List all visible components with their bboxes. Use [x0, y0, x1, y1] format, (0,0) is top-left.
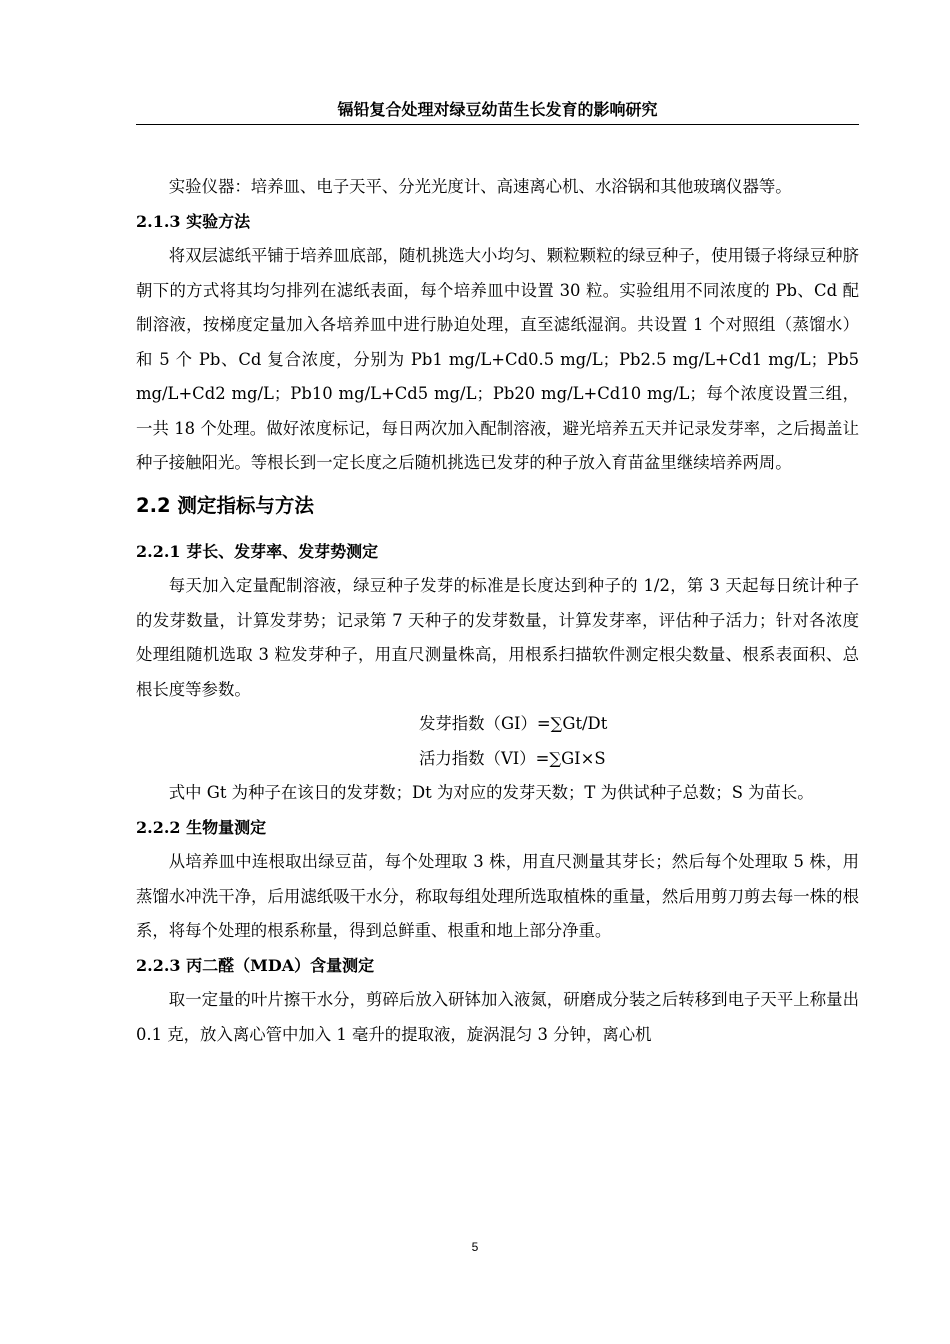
paragraph-biomass: 从培养皿中连根取出绿豆苗，每个处理取 3 株，用直尺测量其芽长；然后每个处理取 5 株，用蒸馏水冲洗干净，后用滤纸吸干水分，称取每组处理所选取植株的重量，然后用剪刀剪去每一株的根系，将每个处理的根系称量，得到总鲜重、根重和地上部分净重。: [136, 852, 859, 940]
section-heading-2-1-3: 2.1.3 实验方法: [136, 211, 251, 231]
formula-germination-index: 发芽指数（GI）=∑Gt/Dt: [419, 714, 608, 733]
page-body: [136, 170, 859, 1052]
page-number: 5: [471, 1240, 479, 1254]
section-heading-2-2-3: 2.2.3 丙二醛（MDA）含量测定: [136, 955, 375, 975]
section-heading-2-2-2: 2.2.2 生物量测定: [136, 817, 267, 837]
section-heading-2-2-1: 2.2.1 芽长、发芽率、发芽势测定: [136, 541, 379, 561]
paragraph-formula-notes: 式中 Gt 为种子在该日的发芽数；Dt 为对应的发芽天数；T 为供试种子总数；S 为苗长。: [168, 783, 814, 802]
paragraph-mda: 取一定量的叶片擦干水分，剪碎后放入研钵加入液氮，研磨成分装之后转移到电子天平上称量出 0.1 克，放入离心管中加入 1 毫升的提取液，旋涡混匀 3 分钟，离心机: [136, 990, 859, 1044]
paragraph-method: 将双层滤纸平铺于培养皿底部，随机挑选大小均匀、颗粒颗粒的绿豆种子，使用镊子将绿豆种脐朝下的方式将其均匀排列在滤纸表面，每个培养皿中设置 30 粒。实验组用不同浓度的 Pb、Cd 配制溶液，按梯度定量加入各培养皿中进行胁迫处理，直至滤纸湿润。共设置 1 个对照组（蒸馏水）和 5 个 Pb、Cd 复合浓度，分别为 Pb1 mg/L+Cd0.5 mg/L；Pb2.5 mg/L+Cd1 mg/L；Pb5 mg/L+Cd2 mg/L；Pb10 mg/L+Cd5 mg/L；Pb20 mg/L+Cd10 mg/L；每个浓度设置三组，一共 18 个处理。做好浓度标记，每日两次加入配制溶液，避光培养五天并记录发芽率，之后揭盖让种子接触阳光。等根长到一定长度之后随机挑选已发芽的种子放入育苗盆里继续培养两周。: [136, 246, 859, 472]
running-header: [136, 98, 859, 125]
paragraph-germination: 每天加入定量配制溶液，绿豆种子发芽的标准是长度达到种子的 1/2，第 3 天起每日统计种子的发芽数量，计算发芽势；记录第 7 天种子的发芽数量，计算发芽率，评估种子活力；针对各浓度处理组随机选取 3 粒发芽种子，用直尺测量株高，用根系扫描软件测定根尖数量、根系表面积、总根长度等参数。: [136, 576, 859, 699]
formula-vigor-index: 活力指数（VI）=∑GI×S: [419, 748, 606, 768]
running-header-title: 镉铅复合处理对绿豆幼苗生长发育的影响研究: [337, 100, 658, 119]
paragraph-instruments: 实验仪器：培养皿、电子天平、分光光度计、高速离心机、水浴锅和其他玻璃仪器等。: [168, 177, 792, 196]
section-heading-2-2: 2.2 测定指标与方法: [136, 493, 314, 517]
